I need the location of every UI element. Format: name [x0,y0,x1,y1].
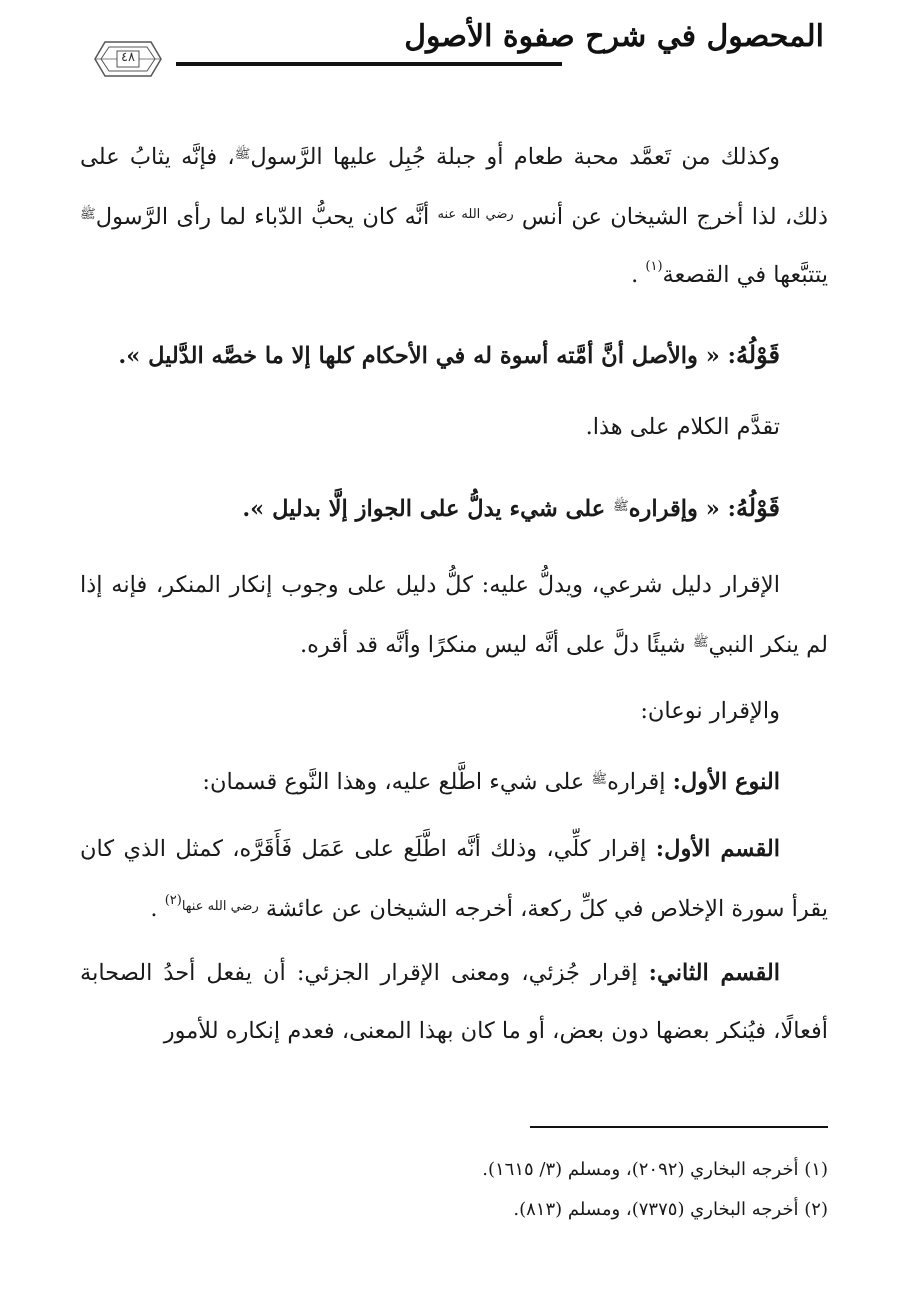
quoted-statement-2-text-a: : « وإقراره [628,496,736,522]
qawluhu-keyword: قَوْلُهُ [735,340,780,369]
quoted-statement-2 [80,478,828,538]
paragraph-1-text-3: أنَّه كان يحبُّ الدّباء لما رأى الرَّسول [95,204,438,230]
paragraph-1-text-4: يتتبَّعها في القصعة [662,262,828,288]
quoted-statement-1-text: : « والأصل أنَّ أمَّته أسوة له في الأحكام كلها إلا ما خصَّه الدَّليل ». [118,343,736,369]
section-label: القسم الأول: [655,836,780,862]
paragraph-5 [80,751,828,811]
paragraph-1 [80,126,828,304]
qawluhu-keyword: قَوْلُهُ [735,493,780,522]
salutation-symbol: ﷺ [80,207,96,222]
paragraph-3-text-1: الإقرار دليل شرعي، ويدلُّ عليه: كلُّ دليل على وجوب إنكار المنكر، فإنه إذا لم ينكر النبي [80,572,828,658]
salutation-symbol: ﷺ [612,499,629,514]
paragraph-5-text-1: إقراره [607,769,673,795]
paragraph-7-text: إقرار جُزئي، ومعنى الإقرار الجزئي: أن يفعل أحدُ الصحابة أفعالًا، فيُنكر بعضها دون بعض، أو ما كان بهذا المعنى، فعدم إنكاره للأمور [80,960,828,1044]
footnote-separator [530,1126,828,1128]
footnote-ref-2: (٢) [164,893,182,908]
paragraph-4: والإقرار نوعان: [640,698,780,724]
honorific-symbol: رضي الله عنه [437,207,514,222]
page-number: ٤٨ [121,50,135,65]
header-rule [176,62,562,66]
paragraph-2: تقدَّم الكلام على هذا. [585,414,780,440]
paragraph-1-end: . [631,262,646,288]
paragraph-6-end: . [150,896,165,922]
paragraph-7 [80,944,828,1060]
section-label: القسم الثاني: [648,960,780,986]
paragraph-1-text-2: ، فإنَّه يثابُ على ذلك، لذا أخرج الشيخان عن أنس [80,144,828,230]
paragraph-6-text: إقرار كلِّي، وذلك أنَّه اطَّلَع على عَمَل فَأَقَرَّه، كمثل الذي كان يقرأ سورة الإخلاص في كلِّ ركعة، أخرجه الشيخان عن عائشة [80,836,828,922]
paragraph-5-text-2: على شيء اطَّلع عليه، وهذا النَّوع قسمان: [202,769,592,795]
honorific-symbol: رضي الله عنها [181,899,259,914]
footnote-1: (١) أخرجه البخاري (٢٠٩٢)، ومسلم (٣/ ١٦١٥). [482,1159,828,1180]
quoted-statement-2-text-b: على شيء يدلُّ على الجواز إلَّا بدليل ». [242,496,613,522]
paragraph-1-text-1: وكذلك من تَعمَّد محبة طعام أو جبلة جُبِل عليها الرَّسول [250,144,780,170]
paragraph-3 [80,556,828,674]
salutation-symbol: ﷺ [591,772,608,787]
salutation-symbol: ﷺ [234,147,251,162]
running-header-title: المحصول في شرح صفوة الأصول [404,19,824,54]
paragraph-6 [80,820,828,938]
quoted-statement-1 [80,326,828,385]
footnote-ref-1: (١) [645,259,663,274]
section-label: النوع الأول: [672,769,780,795]
paragraph-3-text-2: شيئًا دلَّ على أنَّه ليس منكرًا وأنَّه قد أقره. [299,632,693,658]
footnote-2: (٢) أخرجه البخاري (٧٣٧٥)، ومسلم (٨١٣). [513,1199,828,1220]
salutation-symbol: ﷺ [692,635,709,650]
